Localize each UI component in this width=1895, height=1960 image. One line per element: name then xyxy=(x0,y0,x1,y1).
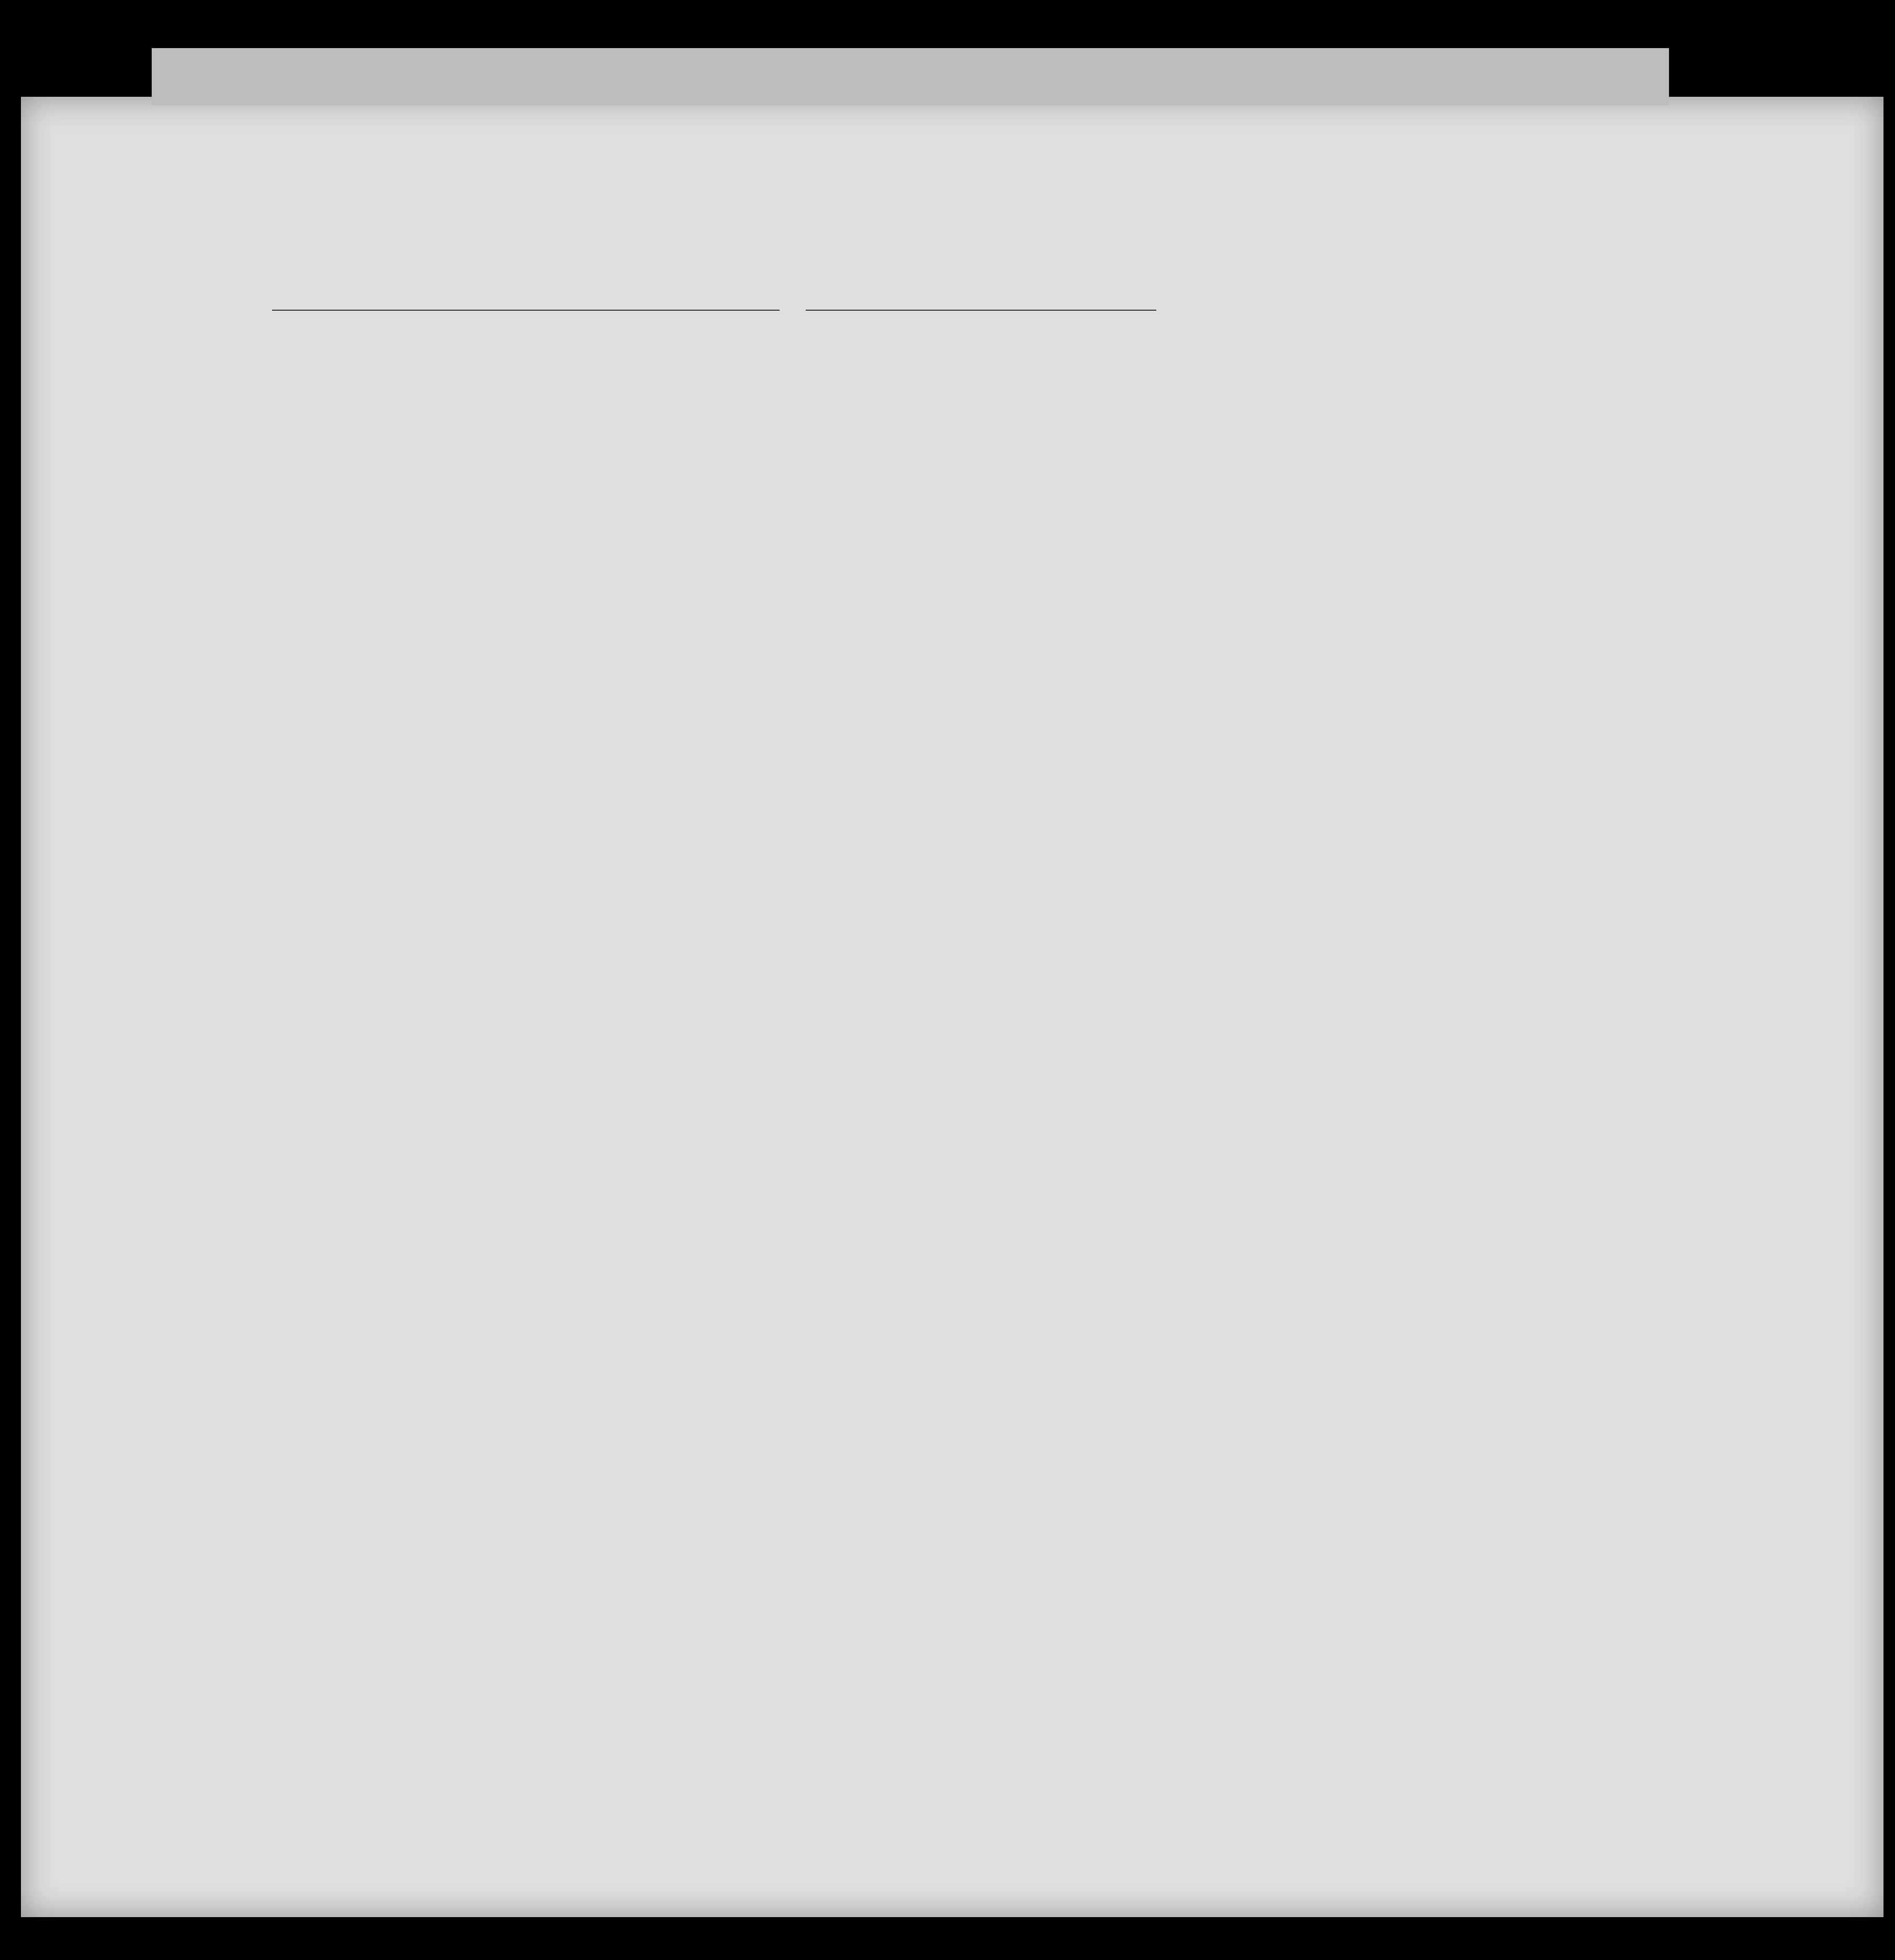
top-fold-band xyxy=(152,48,1669,106)
manifest-sheet xyxy=(21,97,1883,1917)
